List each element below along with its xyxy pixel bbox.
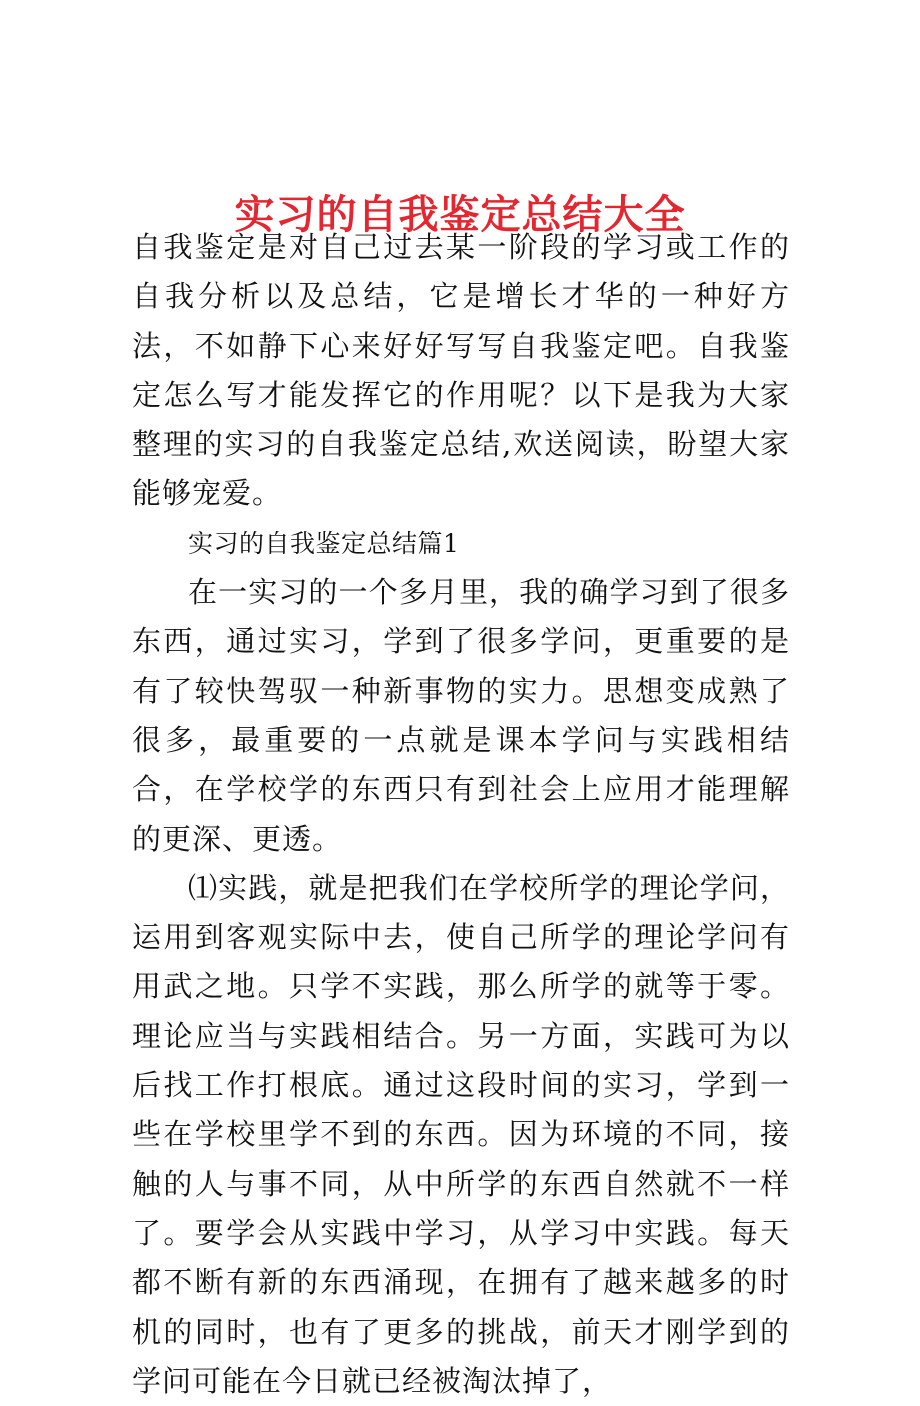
document-body xyxy=(132,223,790,1406)
body-paragraph-1: 在一实习的一个多月里，我的确学习到了很多东西，通过实习，学到了很多学问，更重要的是有了较快驾驭一种新事物的实力。思想变成熟了很多，最重要的一点就是课本学问与实践相结合，在学校学的东西只有到社会上应用才能理解的更深、更透。 xyxy=(132,575,790,856)
body-paragraph-2: ⑴实践，就是把我们在学校所学的理论学问，运用到客观实际中去，使自己所学的理论学问有用武之地。只学不实践，那么所学的就等于零。理论应当与实践相结合。另一方面，实践可为以后找工作打根底。通过这段时间的实习，学到一些在学校里学不到的东西。因为环境的不同，接触的人与事不同，从中所学的东西自然就不一样了。要学会从实践中学习，从学习中实践。每天都不断有新的东西涌现，在拥有了越来越多的时机的同时，也有了更多的挑战，前天才刚学到的学问可能在今日就已经被淘汰掉了， xyxy=(132,870,790,1398)
document-title: 实习的自我鉴定总结大全 xyxy=(234,191,686,238)
section-heading: 实习的自我鉴定总结篇1 xyxy=(188,528,460,558)
intro-paragraph: 自我鉴定是对自己过去某一阶段的学习或工作的自我分析以及总结，它是增长才华的一种好方法，不如静下心来好好写写自我鉴定吧。自我鉴定怎么写才能发挥它的作用呢？以下是我为大家整理的实习的自我鉴定总结,欢送阅读，盼望大家能够宠爱。 xyxy=(132,230,790,511)
